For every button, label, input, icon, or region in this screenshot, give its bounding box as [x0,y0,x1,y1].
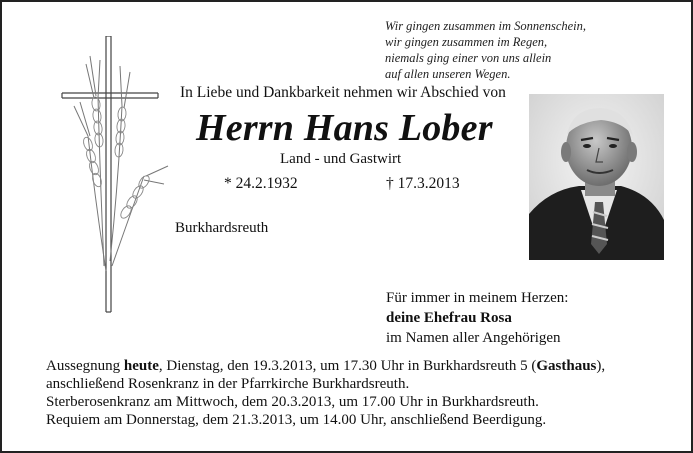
poem-line: niemals ging einer von uns allein [385,51,552,65]
service-text: Aussegnung [46,358,124,374]
service-text: , Dienstag, den 19.3.2013, um 17.30 Uhr in Burkhardsreuth 5 ( [158,358,537,374]
deceased-name: Herrn Hans Lober [196,107,493,149]
poem-line: wir gingen zusammen im Regen, [385,35,548,49]
mourners-intro: Für immer in meinem Herzen: [386,290,569,306]
service-text: ), [596,358,606,374]
birth-date: * 24.2.1932 [224,175,298,192]
occupation: Land - und Gastwirt [280,151,402,167]
poem [385,18,586,82]
service-line [46,357,605,375]
mourners-family: im Namen aller Angehörigen [386,330,561,346]
mourners-spouse: deine Ehefrau Rosa [386,310,512,326]
death-date: † 17.3.2013 [386,175,460,192]
portrait-photo [529,94,664,260]
mourners-block [386,288,568,348]
service-line: Sterberosenkranz am Mittwoch, dem 20.3.2013, um 17.00 Uhr in Burkhardsreuth. [46,394,539,410]
hometown: Burkhardsreuth [175,220,269,236]
service-line: anschließend Rosenkranz in der Pfarrkirche Burkhardsreuth. [46,376,410,392]
poem-line: auf allen unseren Wegen. [385,67,511,81]
service-line: Requiem am Donnerstag, dem 21.3.2013, um 14.00 Uhr, anschließend Beerdigung. [46,412,547,428]
service-emphasis: Gasthaus [536,358,597,374]
service-notes [46,357,605,429]
cross-with-wheat-icon [60,36,170,316]
intro-text: In Liebe und Dankbarkeit nehmen wir Abschied von [180,84,506,101]
service-emphasis: heute [123,358,159,374]
poem-line: Wir gingen zusammen im Sonnenschein, [385,19,587,33]
